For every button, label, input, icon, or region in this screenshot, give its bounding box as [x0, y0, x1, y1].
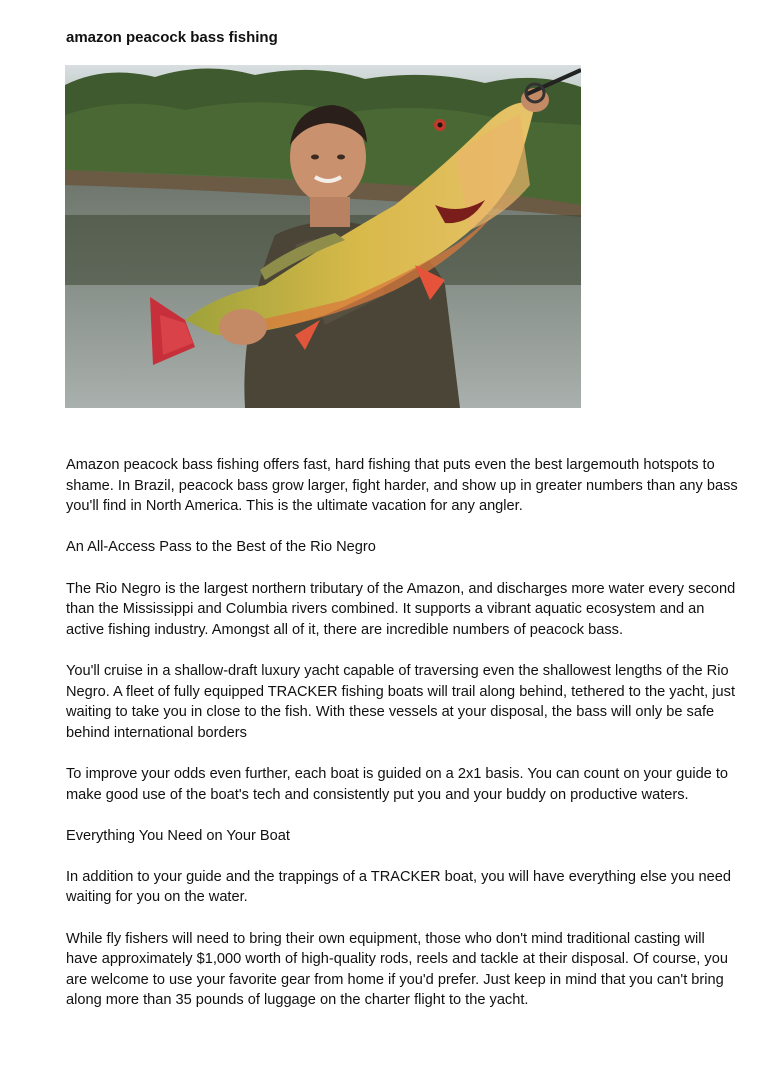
- page-title: amazon peacock bass fishing: [66, 29, 278, 46]
- article-body: [66, 455, 738, 1032]
- paragraph: To improve your odds even further, each boat is guided on a 2x1 basis. You can count on your guide to make good use of the boat's tech and consistently put you and your buddy on productive waters.: [66, 765, 729, 803]
- peacock-bass-photo: [65, 65, 581, 408]
- paragraph: The Rio Negro is the largest northern tributary of the Amazon, and discharges more water every second than the Mississippi and Columbia rivers combined. It supports a vibrant aquatic ecosystem and an active fishing industry. Amongst all of it, there are incredible numbers of peacock bass.: [66, 580, 736, 638]
- paragraph: Amazon peacock bass fishing offers fast, hard fishing that puts even the best largemouth hotspots to shame. In Brazil, peacock bass grow larger, fight harder, and show up in greater numbers than any bass you'll find in North America. This is the ultimate vacation for any angler.: [66, 457, 738, 515]
- paragraph: In addition to your guide and the trappings of a TRACKER boat, you will have everything else you need waiting for you on the water.: [66, 868, 731, 906]
- section-heading: An All-Access Pass to the Best of the Rio Negro: [66, 539, 376, 556]
- paragraph: You'll cruise in a shallow-draft luxury yacht capable of traversing even the shallowest lengths of the Rio Negro. A fleet of fully equipped TRACKER fishing boats will trail along behind, tethered to the yacht, just waiting to take you in close to the fish. With these vessels at your disposal, the bass will only be safe behind international borders: [66, 662, 735, 741]
- paragraph: While fly fishers will need to bring their own equipment, those who don't mind traditional casting will have approximately $1,000 worth of high-quality rods, reels and tackle at their disposal. Of course, you are welcome to use your favorite gear from home if you'd prefer. Just keep in mind that you can't bring along more than 35 pounds of luggage on the charter flight to the yacht.: [66, 930, 728, 1009]
- section-heading: Everything You Need on Your Boat: [66, 827, 290, 844]
